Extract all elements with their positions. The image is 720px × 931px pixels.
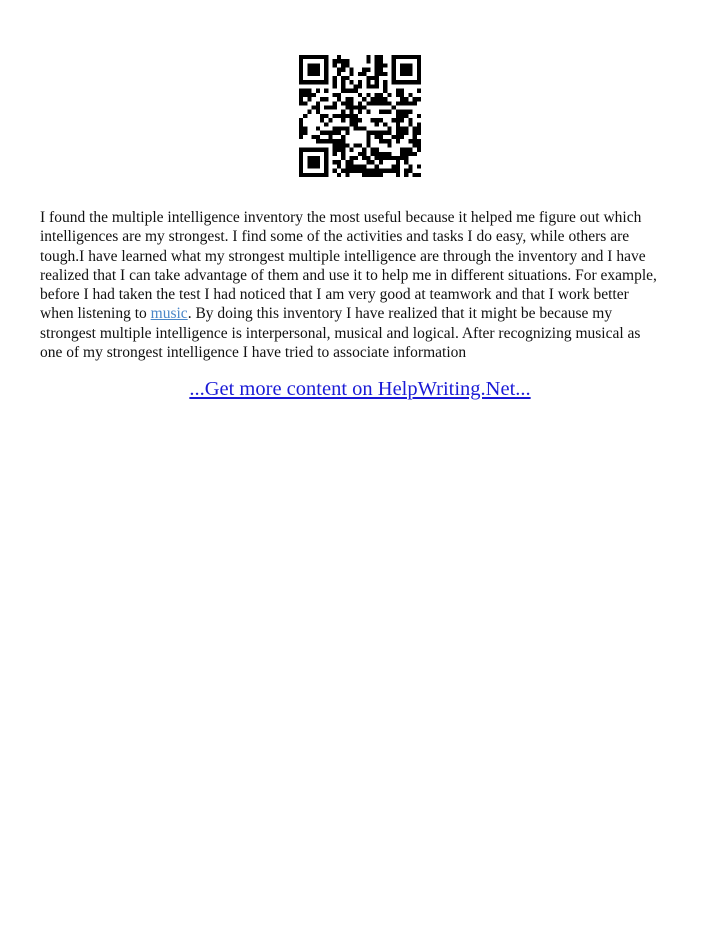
text-line: I found the multiple intelligence inventory the most useful because it helped me figure out which <box>40 209 642 226</box>
text-line: one of my strongest intelligence I have tried to associate information <box>40 344 467 362</box>
text-line <box>40 304 688 323</box>
cta-container <box>0 378 720 401</box>
get-more-content-link[interactable]: ...Get more content on HelpWriting.Net... <box>189 378 531 400</box>
essay-paragraph <box>40 208 688 362</box>
music-link[interactable]: music <box>150 305 188 323</box>
text-fragment: . By doing this inventory I have realized that it might be because my <box>187 305 613 323</box>
text-line: intelligences are my strongest. I find some of the activities and tasks I do easy, while others are <box>40 228 630 246</box>
qr-code-icon <box>299 55 421 177</box>
text-line: before I had taken the test I had noticed that I am very good at teamwork and that I work better <box>40 286 629 304</box>
text-line: strongest multiple intelligence is interpersonal, musical and logical. After recognizing musical as <box>40 324 641 342</box>
text-line: tough.I have learned what my strongest multiple intelligence are through the inventory and I have <box>40 247 646 265</box>
text-fragment: when listening to <box>40 305 151 323</box>
text-line: realized that I can take advantage of them and use it to help me in different situations. For example, <box>40 266 657 284</box>
qr-code <box>299 55 421 177</box>
